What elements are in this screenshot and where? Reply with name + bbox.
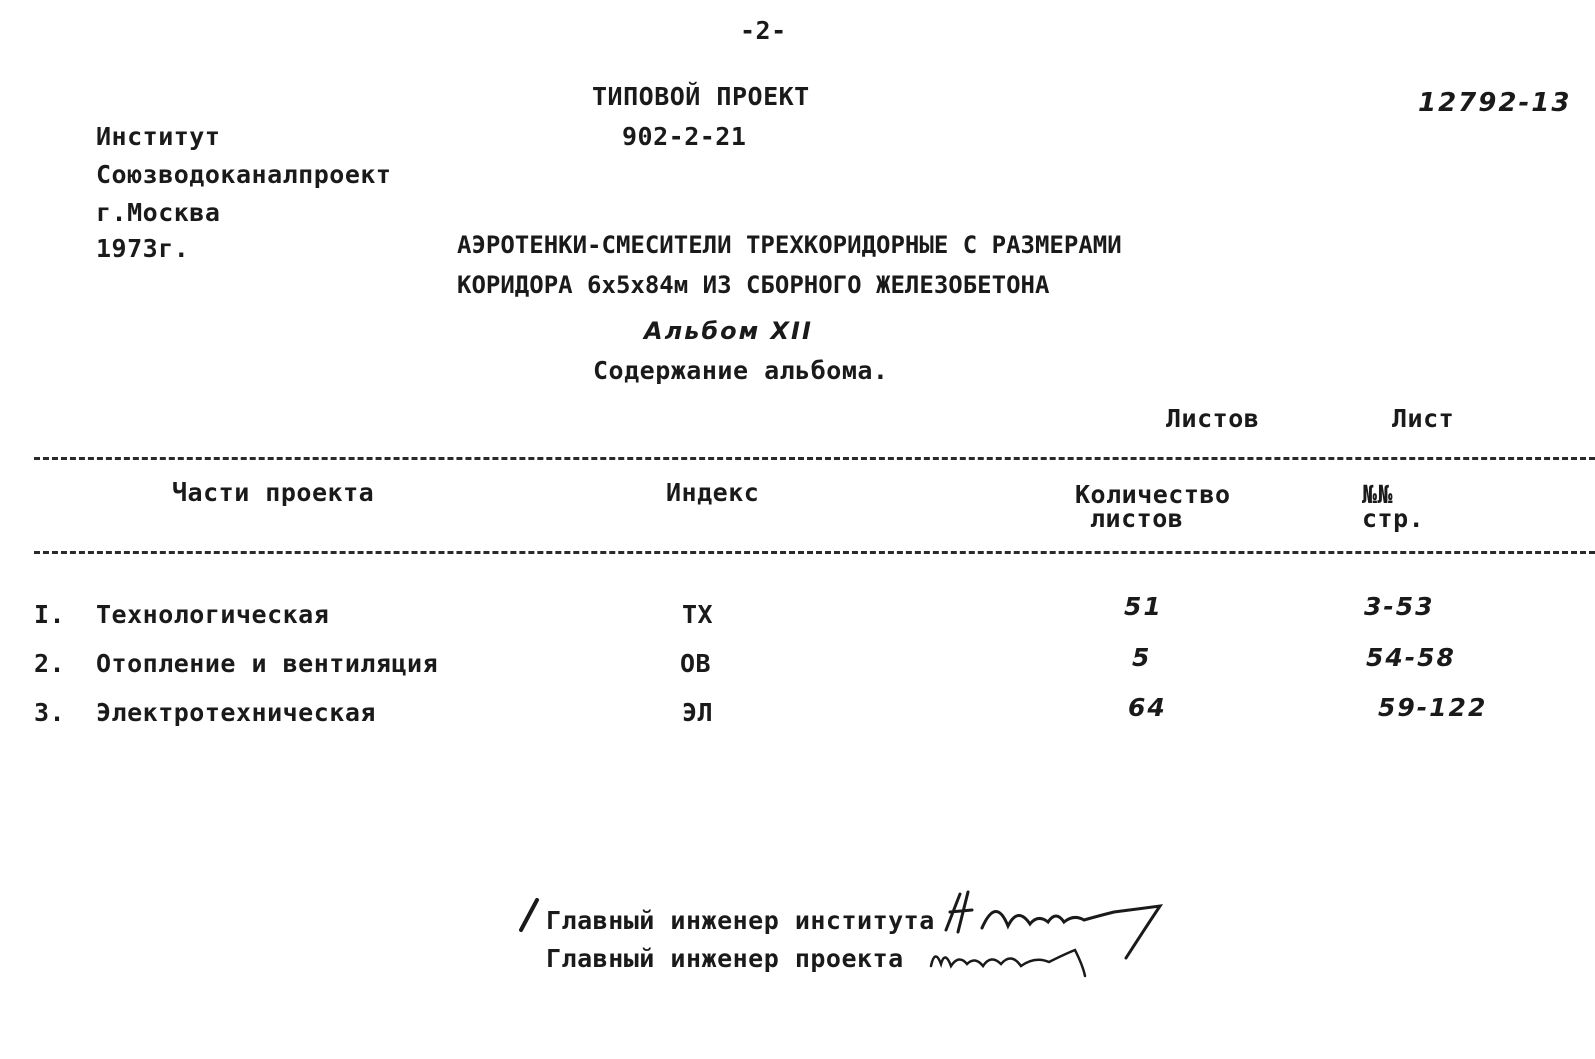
row-number: 3. — [34, 698, 66, 727]
header-index: Индекс — [666, 478, 760, 507]
row-number: 2. — [34, 649, 66, 678]
project-type: ТИПОВОЙ ПРОЕКТ — [592, 82, 810, 111]
document-title-line2: КОРИДОРА 6х5х84м ИЗ СБОРНОГО ЖЕЛЕЗОБЕТОНА — [457, 271, 1050, 299]
row-part-name: Электротехническая — [96, 698, 376, 727]
album-label: Альбом XII — [644, 317, 813, 345]
row-part-name: Отопление и вентиляция — [96, 649, 439, 678]
row-index: ЭЛ — [682, 698, 714, 727]
row-page-range: 59-122 — [1378, 693, 1488, 722]
row-index: ОВ — [680, 649, 712, 678]
table-top-rule — [34, 457, 1595, 460]
chief-engineer-project-label: Главный инженер проекта — [546, 944, 904, 973]
contents-title: Содержание альбома. — [593, 356, 889, 385]
super-header-sheets: Листов — [1166, 404, 1260, 433]
row-index: ТХ — [682, 600, 714, 629]
signature-tick-mark — [515, 896, 545, 936]
project-number: 902-2-21 — [622, 122, 747, 151]
table-header-rule — [34, 551, 1595, 554]
header-parts: Части проекта — [172, 478, 375, 507]
row-part-name: Технологическая — [96, 600, 330, 629]
row-page-range: 3-53 — [1364, 592, 1435, 621]
signature-project — [925, 936, 1095, 986]
row-sheet-count: 64 — [1128, 693, 1167, 722]
institute-name: Союзводоканалпроект — [96, 160, 392, 189]
header-page-line2: стр. — [1362, 504, 1425, 533]
document-title-line1: АЭРОТЕНКИ-СМЕСИТЕЛИ ТРЕХКОРИДОРНЫЕ С РАЗМЕРАМИ — [457, 231, 1122, 259]
institute-label: Институт — [96, 122, 221, 151]
chief-engineer-institute-label: Главный инженер института — [546, 906, 935, 935]
page-number: -2- — [740, 16, 787, 45]
header-page-line1: №№ — [1362, 480, 1394, 509]
header-count-line1: Количество — [1075, 480, 1231, 509]
institute-year: 1973г. — [96, 234, 190, 263]
row-sheet-count: 5 — [1132, 643, 1152, 672]
row-number: I. — [34, 600, 66, 629]
institute-city: г.Москва — [96, 198, 221, 227]
document-code: 12792-13 — [1418, 88, 1572, 118]
row-page-range: 54-58 — [1366, 643, 1456, 672]
header-count-line2: листов — [1090, 504, 1184, 533]
row-sheet-count: 51 — [1124, 592, 1163, 621]
super-header-sheet: Лист — [1392, 404, 1455, 433]
